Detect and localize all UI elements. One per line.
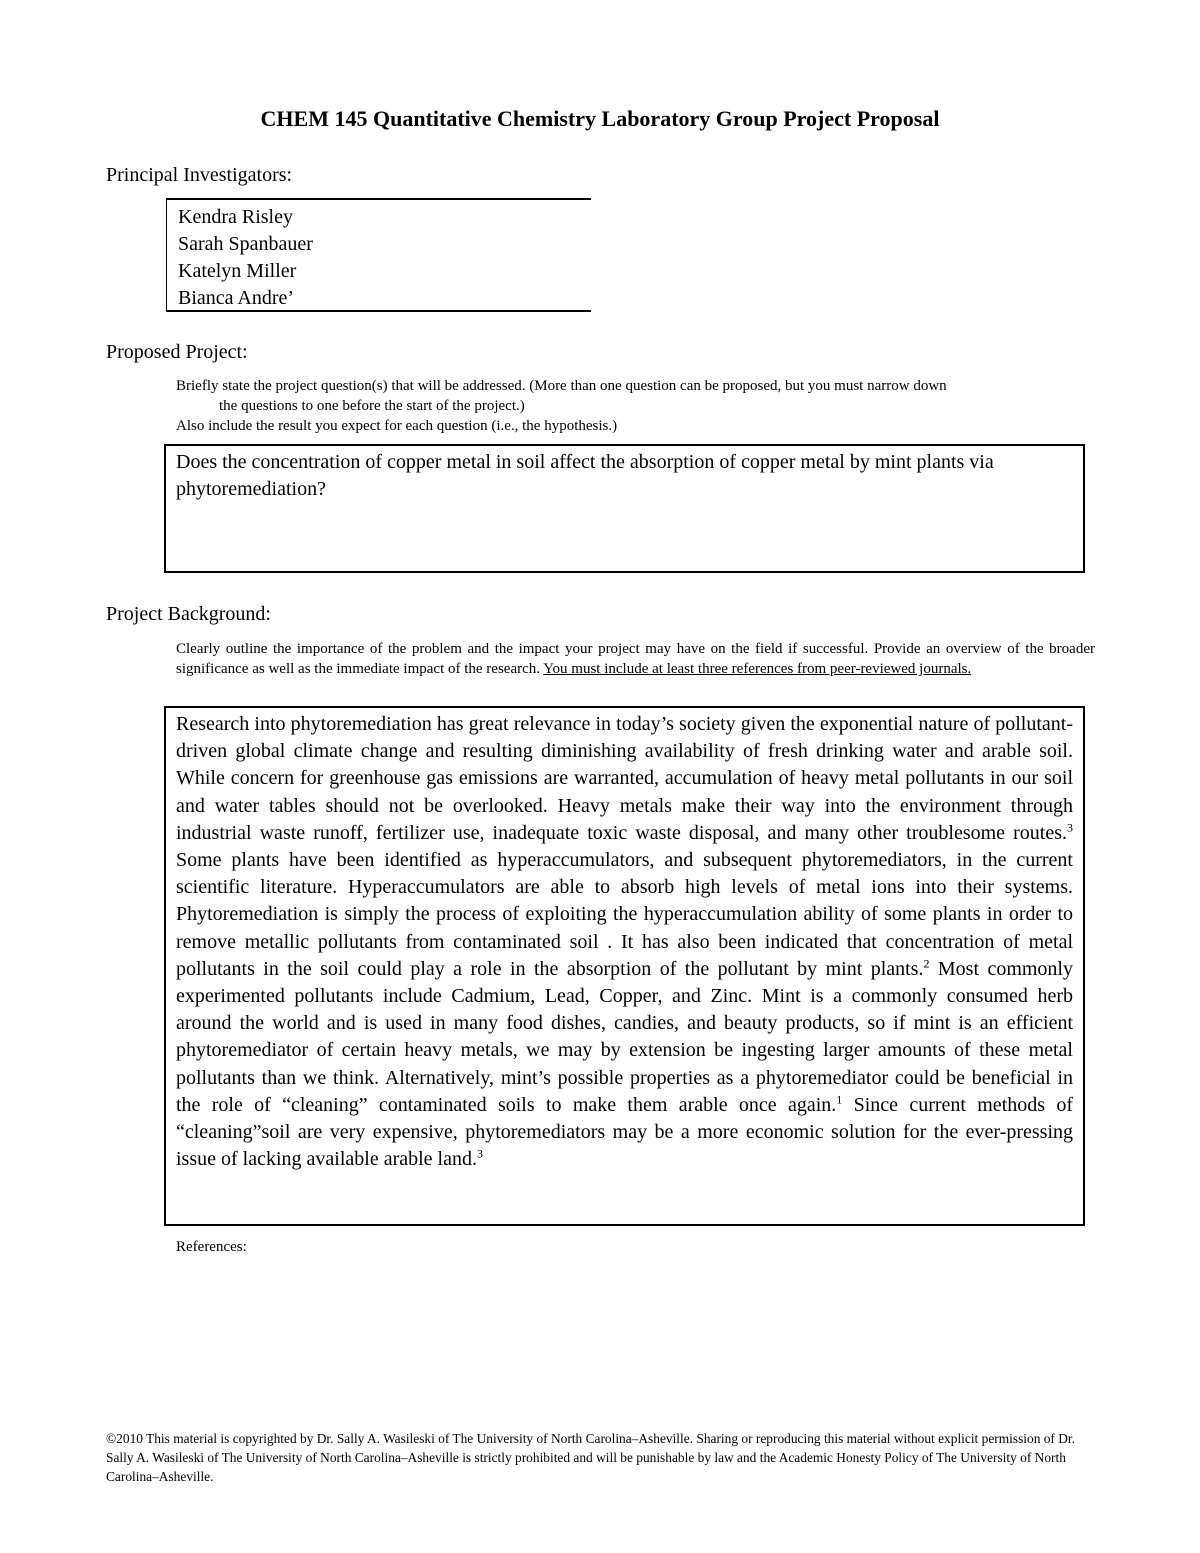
- proposed-project-instructions: [176, 376, 1100, 436]
- page-title: CHEM 145 Quantitative Chemistry Laboratory Group Project Proposal: [260, 106, 940, 131]
- citation: 3: [1067, 820, 1073, 835]
- investigators-list: [167, 200, 591, 312]
- investigators-label: Principal Investigators:: [106, 164, 293, 186]
- proposed-project-label: Proposed Project:: [106, 341, 248, 363]
- background-text: Some plants have been identified as hyperaccumulators, and subsequent phytoremediators, in the current scientific literature. Hyperaccumulators are able to absorb high levels of metal ions into their systems. Phytoremediation is simply the process of exploiting the hyperaccumulation ability of some plants in order to remove metallic pollutants from contaminated soil . It has also been indicated that concentration of metal pollutants in the soil could play a role in the absorption of the pollutant by mint plants.: [176, 849, 1073, 980]
- investigator-name: Bianca Andre’: [178, 287, 295, 309]
- background-label: Project Background:: [106, 603, 271, 625]
- background-text: Most commonly experimented pollutants include Cadmium, Lead, Copper, and Zinc. Mint is a commonly consumed herb around the world and is used in many food dishes, candies, and beauty products, so if mint is an efficient phytoremediator of certain heavy metals, we may by extension be ingesting larger amounts of these metal pollutants than we think. Alternatively, mint’s possible properties as a phytoremediator could be beneficial in the role of “cleaning” contaminated soils to make them arable once again.: [176, 957, 1073, 1116]
- instruction-line: the questions to one before the start of the project.): [219, 398, 525, 414]
- copyright-notice: ©2010 This material is copyrighted by Dr. Sally A. Wasileski of The University of North Carolina–Asheville. Sharing or reproducing this material without explicit permission of Dr. Sally A. Wasileski of The University of North Carolina–Asheville is strictly prohibited and will be punishable by law and the Academic Honesty Policy of The University of North Carolina–Asheville.: [106, 1431, 1075, 1484]
- citation: 1: [836, 1092, 843, 1107]
- investigator-name: Kendra Risley: [178, 206, 293, 228]
- proposed-project-answer: Does the concentration of copper metal in soil affect the absorption of copper metal by mint plants via phytoremediation?: [176, 451, 994, 501]
- instruction-line: Briefly state the project question(s) that will be addressed. (More than one question can be proposed, but you must narrow down: [176, 378, 947, 394]
- investigator-name: Sarah Spanbauer: [178, 233, 313, 255]
- investigator-name: Katelyn Miller: [178, 260, 297, 282]
- references-label: References:: [176, 1239, 247, 1255]
- background-text: Since current methods of “cleaning”soil are very expensive, phytoremediators may be a more economic solution for the ever-pressing issue of lacking available arable land.: [176, 1093, 1073, 1171]
- proposed-project-answer-box: [164, 444, 1085, 573]
- background-answer: [166, 708, 1083, 1176]
- background-text: Research into phytoremediation has great relevance in today’s society given the exponential nature of pollutant-driven global climate change and resulting diminishing availability of fresh drinking water and arable soil. While concern for greenhouse gas emissions are warranted, accumulation of heavy metal pollutants in our soil and water tables should not be overlooked. Heavy metals make their way into the environment through industrial waste runoff, fertilizer use, inadequate toxic waste disposal, and many other troublesome routes.: [176, 713, 1073, 844]
- citation: 2: [923, 956, 930, 971]
- background-answer-box: [164, 706, 1085, 1226]
- background-instructions: [176, 639, 1095, 679]
- background-instruction-required: You must include at least three references from peer-reviewed journals.: [543, 661, 972, 677]
- instruction-line: Also include the result you expect for each question (i.e., the hypothesis.): [176, 418, 618, 434]
- citation: 3: [477, 1146, 483, 1161]
- background-instruction: Clearly outline the importance of the problem and the impact your project may have on the field if successful. Provide an overview of the broader significance as well as the immediate impact of the research.: [176, 641, 1095, 677]
- investigators-box: [166, 198, 591, 312]
